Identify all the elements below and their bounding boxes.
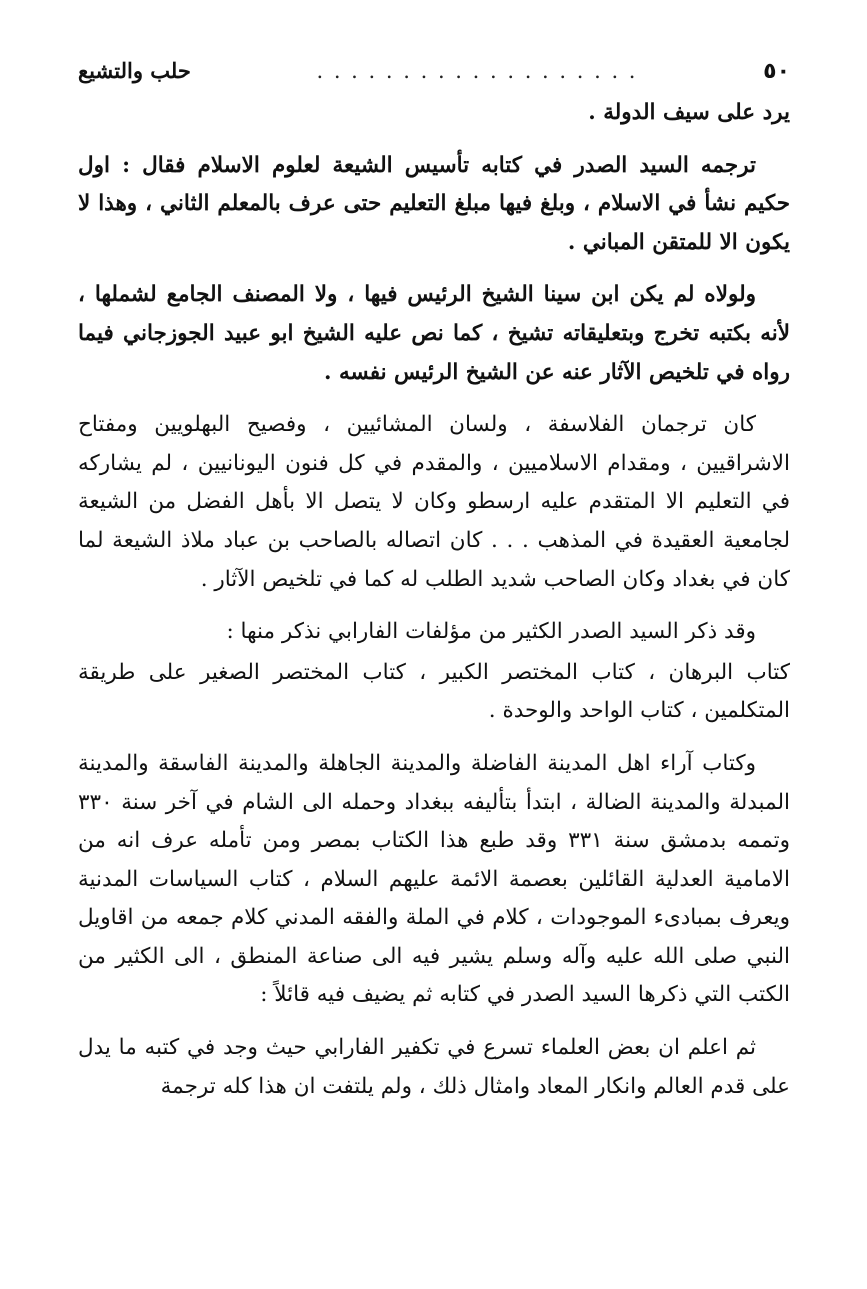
- paragraph-works-list: كتاب البرهان ، كتاب المختصر الكبير ، كتاب المختصر الصغير على طريقة المتكلمين ، كتاب الواحد والوحدة .: [78, 659, 790, 724]
- book-page: [78, 58, 790, 1120]
- page-number: ٥٠: [763, 59, 790, 84]
- header-leader-dots: . . . . . . . . . . . . . . . . . . .: [316, 59, 638, 83]
- running-title: حلب والتشيع: [78, 58, 191, 83]
- paragraph-ibn-sina: ولولاه لم يكن ابن سينا الشيخ الرئيس فيها ، ولا المصنف الجامع لشملها ، لأنه بكتبه تخرج وبتعليقاته تشيخ ، كما نص عليه الشيخ ابو عبيد الجوزجاني فيما رواه في تلخيص الآثار عنه عن الشيخ الرئيس نفسه .: [78, 282, 790, 385]
- paragraph-takfir: ثم اعلم ان بعض العلماء تسرع في تكفير الفارابي حيث وجد في كتبه ما يدل على قدم العالم وانكار المعاد وامثال ذلك ، ولم يلتفت ان هذا كله ترجمة: [78, 1035, 790, 1099]
- paragraph-virtuous-city: وكتاب آراء اهل المدينة الفاضلة والمدينة الجاهلة والمدينة الفاسقة والمدينة المبدلة والمدينة الضالة ، ابتدأ بتأليفه ببغداد وحمله الى الشام في آخر سنة ٣٣٠ وتممه بدمشق سنة ٣٣١ وقد طبع هذا الكتاب بمصر ومن تأمله عرف انه من الامامية العدلية القائلين بعصمة الائمة عليهم السلام ، كتاب السياسات المدنية ويعرف بمبادىء الموجودات ، كلام في الملة والفقه المدني كلام جمعه من اقاويل النبي صلى الله عليه وآله وسلم يشير فيه الى صناعة المنطق ، الى الكثير من الكتب التي ذكرها السيد الصدر في كتابه ثم يضيف فيه قائلاً :: [78, 750, 790, 1008]
- paragraph-translator-of-philosophers: كان ترجمان الفلاسفة ، ولسان المشائيين ، وفصيح البهلويين ومفتاح الاشراقيين ، ومقدام الاسلاميين ، والمقدم في كل فنون اليونانيين ، لم يشاركه في التعليم الا المتقدم عليه ارسطو وكان لا يتصل الا بأهل الفضل من الشيعة لجامعية العقيدة في المذهب . . . كان اتصاله بالصاحب بن عباد ملاذ الشيعة لما كان في بغداد وكان الصاحب شديد الطلب له كما في تلخيص الآثار .: [78, 412, 790, 592]
- paragraph-continuation: يرد على سيف الدولة .: [588, 100, 790, 125]
- paragraph-works-intro: وقد ذكر السيد الصدر الكثير من مؤلفات الفارابي نذكر منها :: [226, 619, 756, 645]
- article-body: [78, 94, 790, 1106]
- running-header: [78, 58, 790, 94]
- paragraph-biography-intro: ترجمه السيد الصدر في كتابه تأسيس الشيعة لعلوم الاسلام فقال : اول حكيم نشأ في الاسلام ، وبلغ فيها مبلغ التعليم حتى عرف بالمعلم الثاني ، وهذا لا يكون الا للمتقن المباني .: [78, 152, 790, 255]
